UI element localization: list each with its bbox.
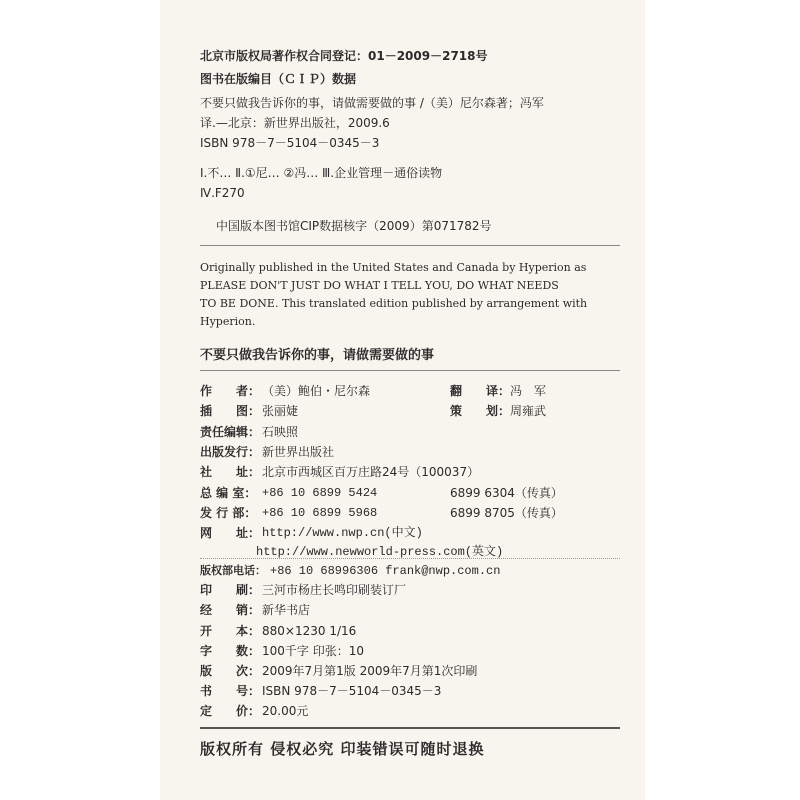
format-label: 开 本：: [200, 624, 261, 638]
english-line-1: Originally published in the United States and Canada by Hyperion as: [200, 261, 587, 274]
edition-value: 2009年7月第1版 2009年7月第1次印刷: [262, 664, 478, 678]
website-en: http://www.newworld-press.com(英文): [256, 545, 504, 559]
illustrator-label: 插 图：: [200, 404, 261, 418]
rights-reserved-footer: 版权所有 侵权必究 印装错误可随时退换: [200, 740, 485, 758]
divider: [200, 558, 620, 559]
website-cn: http://www.nwp.cn(中文): [262, 526, 423, 540]
english-line-2: PLEASE DON'T JUST DO WHAT I TELL YOU, DO WHAT NEEDS: [200, 279, 559, 292]
copyright-registration: 北京市版权局著作权合同登记：01－2009－2718号: [200, 49, 488, 63]
cip-line-2: 译.—北京：新世界出版社，2009.6: [200, 116, 390, 130]
divider: [200, 727, 620, 729]
sales-fax: 6899 8705（传真）: [450, 506, 563, 520]
printer-label: 印 刷：: [200, 583, 261, 597]
rights-label: 版权部电话：: [200, 564, 266, 577]
words-value: 100千字 印张：10: [262, 644, 364, 658]
translator-label: 翻 译：: [450, 384, 511, 398]
cip-isbn: ISBN 978－7－5104－0345－3: [200, 136, 380, 150]
office-label: 总 编 室：: [200, 486, 257, 500]
planner-value: 周雍武: [510, 404, 547, 418]
editor-value: 石映照: [262, 425, 299, 439]
website-label: 网 址：: [200, 526, 261, 540]
planner-label: 策 划：: [450, 404, 511, 418]
distributor-label: 经 销：: [200, 603, 261, 617]
copyright-page: [160, 0, 645, 800]
editor-label: 责任编辑：: [200, 425, 261, 439]
edition-label: 版 次：: [200, 664, 261, 678]
cip-classification-2: Ⅳ.F270: [200, 186, 245, 200]
book-title: 不要只做我告诉你的事，请做需要做的事: [200, 348, 435, 363]
price-label: 定 价：: [200, 704, 261, 718]
publisher-value: 新世界出版社: [262, 445, 335, 459]
author-label: 作 者：: [200, 384, 261, 398]
cip-line-1: 不要只做我告诉你的事，请做需要做的事 /（美）尼尔森著；冯军: [200, 96, 544, 110]
format-value: 880×1230 1/16: [262, 624, 357, 638]
divider: [200, 370, 620, 371]
cip-heading: 图书在版编目（ＣＩＰ）数据: [200, 72, 357, 86]
sales-phone: +86 10 6899 5968: [262, 506, 378, 520]
publisher-label: 出版发行：: [200, 445, 261, 459]
distributor-value: 新华书店: [262, 603, 311, 617]
cip-check-number: 中国版本图书馆CIP数据核字（2009）第071782号: [216, 219, 492, 233]
isbn-label: 书 号：: [200, 684, 261, 698]
sales-label: 发 行 部：: [200, 506, 257, 520]
address-label: 社 址：: [200, 465, 261, 479]
address-value: 北京市西城区百万庄路24号（100037）: [262, 465, 480, 479]
cip-classification-1: Ⅰ.不… Ⅱ.①尼… ②冯… Ⅲ.企业管理－通俗读物: [200, 166, 443, 180]
printer-value: 三河市杨庄长鸣印刷装订厂: [262, 583, 407, 597]
words-label: 字 数：: [200, 644, 261, 658]
illustrator-value: 张丽婕: [262, 404, 299, 418]
translator-value: 冯 军: [510, 384, 547, 398]
office-phone: +86 10 6899 5424: [262, 486, 378, 500]
isbn-value: ISBN 978－7－5104－0345－3: [262, 684, 442, 698]
price-value: 20.00元: [262, 704, 309, 718]
office-fax: 6899 6304（传真）: [450, 486, 563, 500]
author-value: （美）鲍伯・尼尔森: [262, 384, 371, 398]
english-line-4: Hyperion.: [200, 315, 256, 328]
rights-value: +86 10 68996306 frank@nwp.com.cn: [270, 564, 501, 578]
english-line-3: TO BE DONE. This translated edition published by arrangement with: [200, 297, 588, 310]
divider: [200, 245, 620, 246]
